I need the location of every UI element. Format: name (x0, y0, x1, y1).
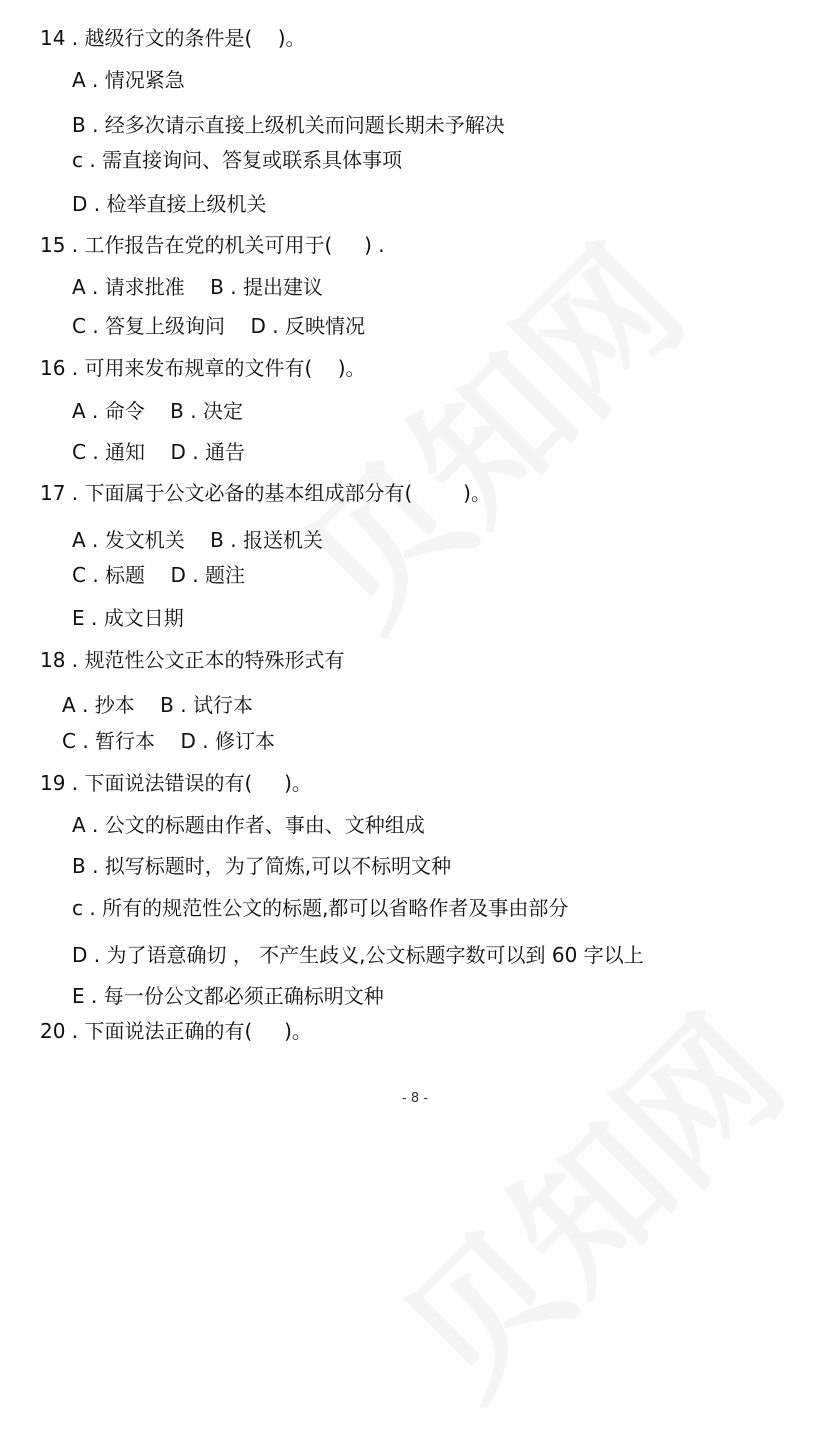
option-c: c . 所有的规范性公文的标题,都可以省略作者及事由部分 (72, 896, 569, 920)
option-b: B . 拟写标题时，为了简炼,可以不标明文种 (72, 854, 452, 878)
options-ab: A . 抄本 B . 试行本 (62, 693, 253, 717)
option-c: c . 需直接询问、答复或联系具体事项 (72, 148, 403, 172)
option-d: D . 检举直接上级机关 (72, 192, 267, 216)
option-b: B . 经多次请示直接上级机关而问题长期未予解决 (72, 113, 505, 137)
options-cd: C . 答复上级询问 D . 反映情况 (72, 314, 365, 338)
option-e: E . 成文日期 (72, 606, 184, 630)
options-cd: C . 通知 D . 通告 (72, 440, 245, 464)
question-15: 15 . 工作报告在党的机关可用于( ) . (40, 233, 385, 257)
options-ab: A . 命令 B . 决定 (72, 399, 243, 423)
option-a: A . 公文的标题由作者、事由、文种组成 (72, 813, 425, 837)
question-17: 17 . 下面属于公文必备的基本组成部分有( )。 (40, 481, 491, 505)
watermark (250, 193, 721, 664)
page-number: - 8 - (402, 1091, 428, 1106)
options-cd: C . 标题 D . 题注 (72, 563, 245, 587)
option-e: E . 每一份公文都必须正确标明文种 (72, 984, 384, 1008)
options-cd: C . 暂行本 D . 修订本 (62, 729, 275, 753)
question-18: 18 . 规范性公文正本的特殊形式有 (40, 648, 345, 672)
option-a: A . 情况紧急 (72, 68, 185, 92)
question-19: 19 . 下面说法错误的有( )。 (40, 771, 312, 795)
options-ab: A . 发文机关 B . 报送机关 (72, 528, 323, 552)
question-14: 14 . 越级行文的条件是( )。 (40, 26, 306, 50)
option-d: D . 为了语意确切 ， 不产生歧义,公文标题字数可以到 60 字以上 (72, 943, 644, 967)
question-16: 16 . 可用来发布规章的文件有( )。 (40, 356, 366, 380)
watermark (350, 963, 821, 1433)
options-ab: A . 请求批准 B . 提出建议 (72, 275, 323, 299)
question-20: 20 . 下面说法正确的有( )。 (40, 1019, 312, 1043)
